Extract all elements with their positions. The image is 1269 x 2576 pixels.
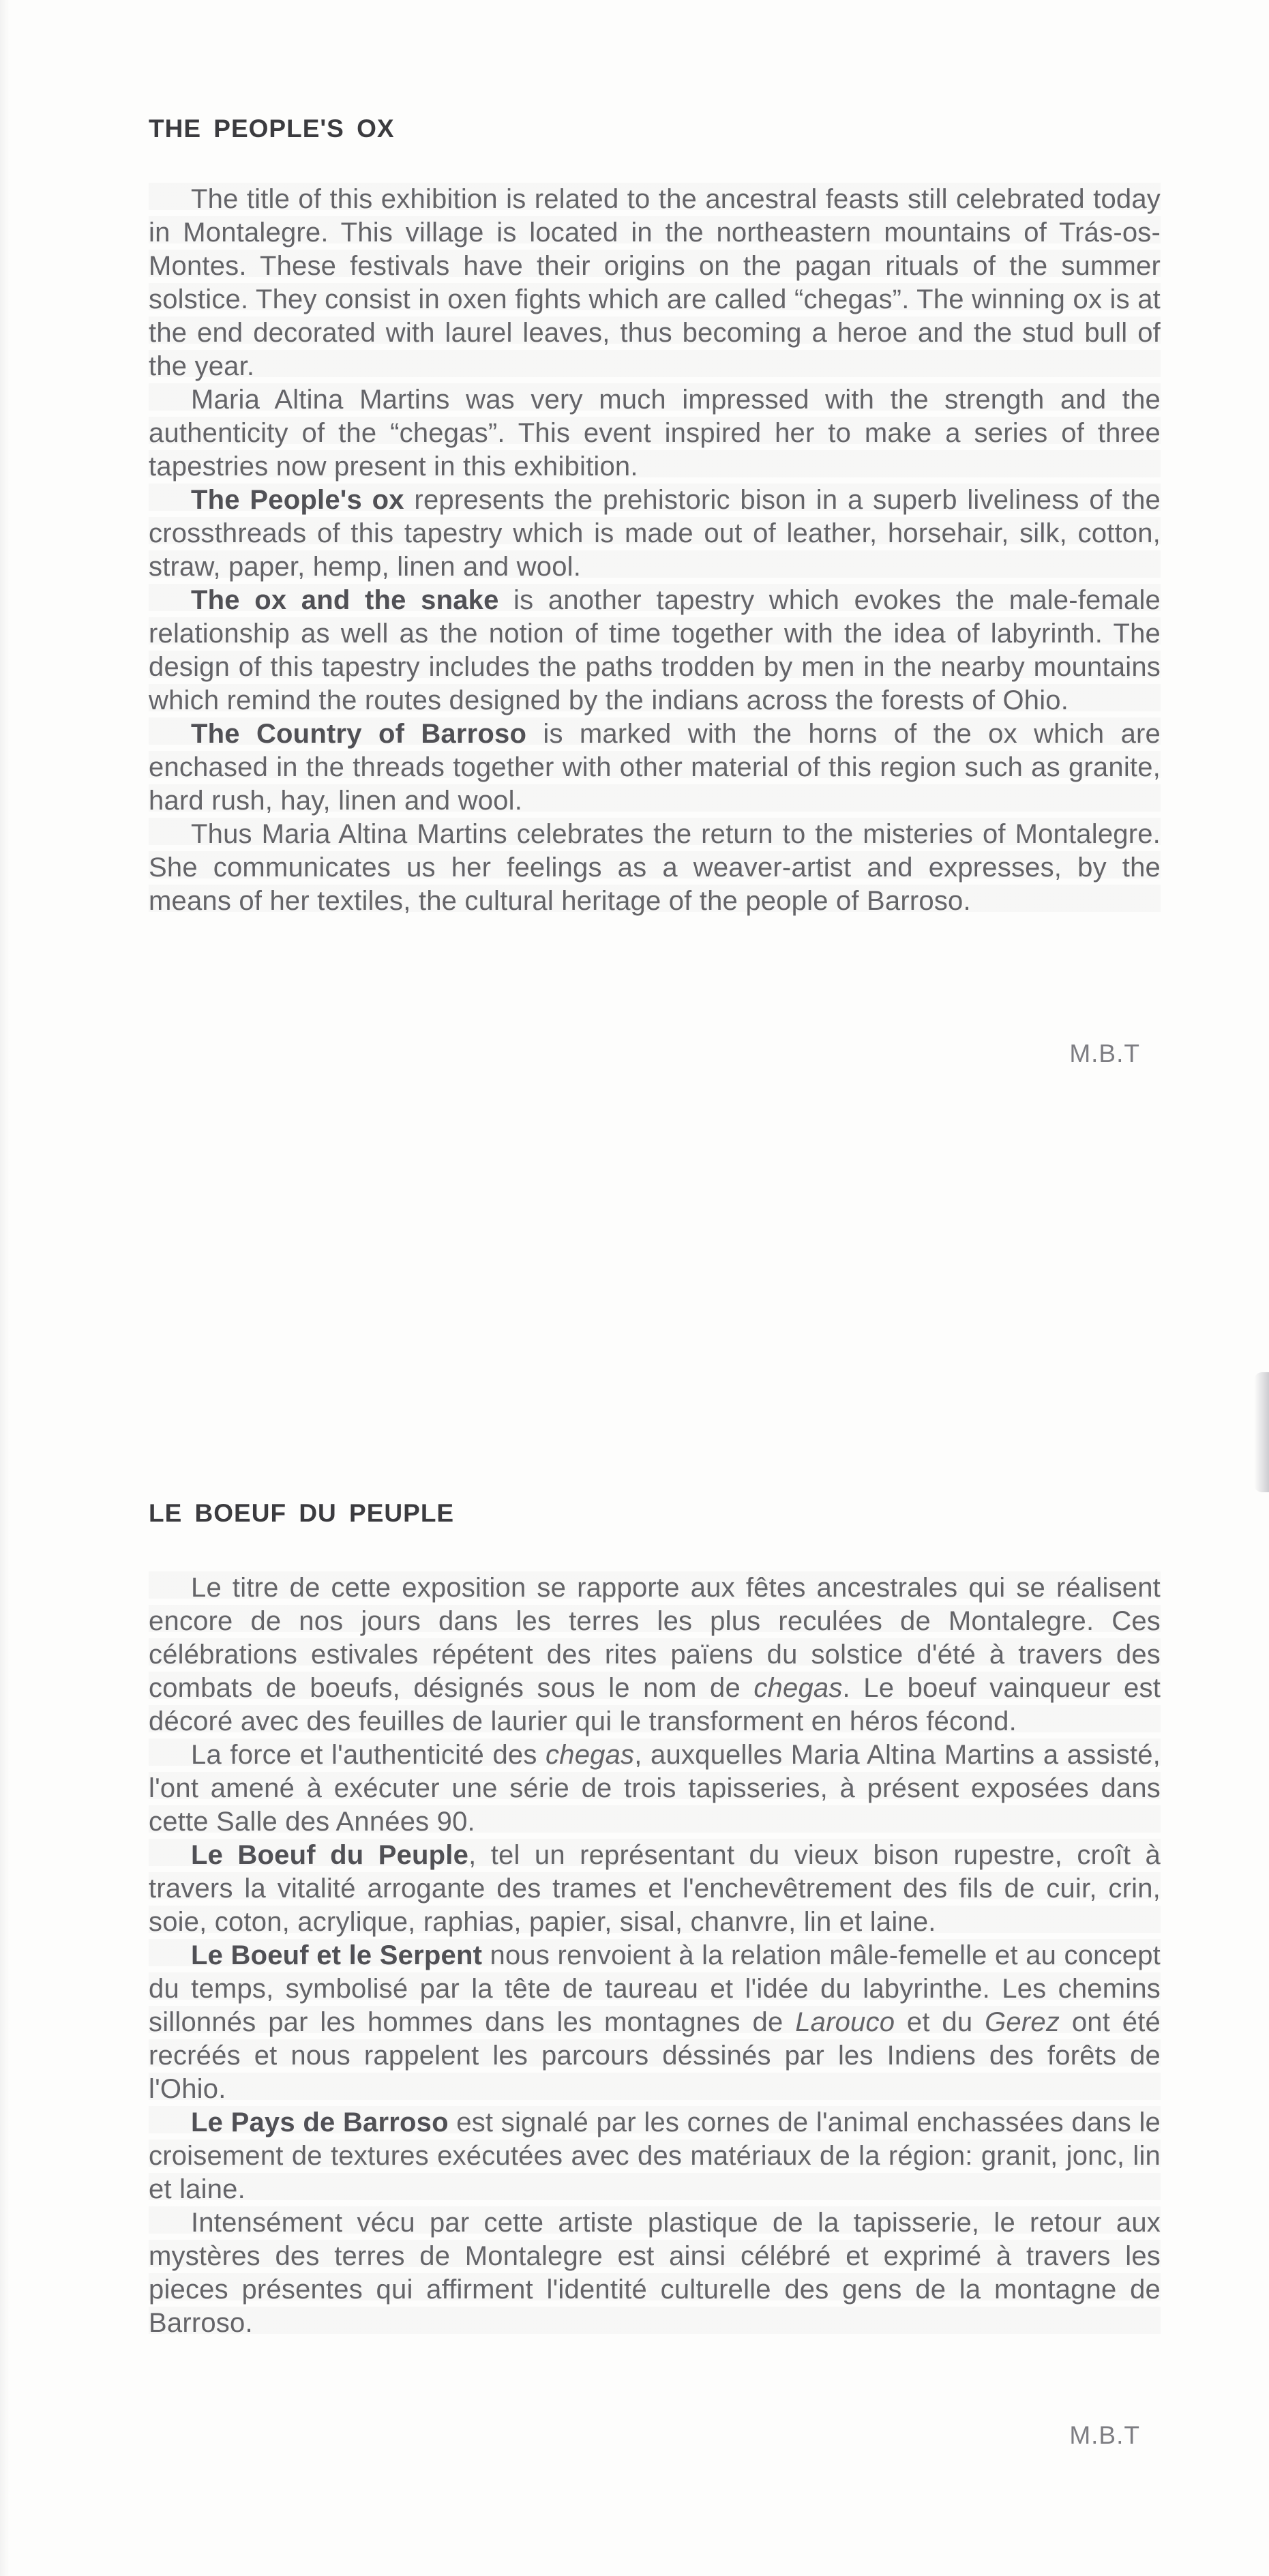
english-paragraph-5: The Country of Barroso is marked with the horns of the ox which are enchased in the threads together with other material of this region such as granite, hard rush, hay, linen and wool. bbox=[149, 719, 1161, 816]
english-signature: M.B.T bbox=[1069, 1039, 1140, 1067]
french-paragraph-3: Le Boeuf du Peuple, tel un représentant du vieux bison rupestre, croît à travers la vitalité arrogante des trames et l'enchevêtrement des fils de cuir, crin, soie, coton, acrylique, raphias, papier, sisal, chanvre, lin et laine. bbox=[149, 1840, 1161, 1937]
english-body bbox=[149, 183, 1161, 918]
french-paragraph-4: Le Boeuf et le Serpent nous renvoient à la relation mâle-femelle et au concept du temps, symbolisé par la tête de taureau et l'idée du labyrinthe. Les chemins sillonnés par les hommes dans les montagnes de Larouco et du Gerez ont été recréés et nous rappelent les parcours déssinés par les Indiens des forêts de l'Ohio. bbox=[149, 1940, 1161, 2104]
english-paragraph-1: The title of this exhibition is related to the ancestral feasts still celebrated today in Montalegre. This village is located in the northeastern mountains of Trás-os-Montes. These festivals have their origins on the pagan rituals of the summer solstice. They consist in oxen fights which are called “chegas”. The winning ox is at the end decorated with laurel leaves, thus becoming a heroe and the stud bull of the year. bbox=[149, 184, 1161, 381]
english-paragraph-3: The People's ox represents the prehistoric bison in a superb liveliness of the crossthreads of this tapestry which is made out of leather, horsehair, silk, cotton, straw, paper, hemp, linen and wool. bbox=[149, 485, 1161, 582]
french-paragraph-1: Le titre de cette exposition se rapporte aux fêtes ancestrales qui se réalisent encore de nos jours dans les terres les plus reculées de Montalegre. Ces célébrations estivales répétent des rites païens du solstice d'été à travers des combats de boeufs, désignés sous le nom de chegas. Le boeuf vainqueur est décoré avec des feuilles de laurier qui le transforment en héros fécond. bbox=[149, 1573, 1161, 1736]
french-heading: LE BOEUF DU PEUPLE bbox=[149, 1499, 455, 1527]
french-paragraph-5: Le Pays de Barroso est signalé par les cornes de l'animal enchassées dans le croisement de textures exécutées avec des matériaux de la région: granit, jonc, lin et laine. bbox=[149, 2107, 1161, 2204]
english-heading: THE PEOPLE'S OX bbox=[149, 115, 395, 143]
french-signature: M.B.T bbox=[1069, 2421, 1140, 2449]
french-paragraph-2: La force et l'authenticité des chegas, auxquelles Maria Altina Martins a assisté, l'ont amené à exécuter une série de trois tapisseries, à présent exposées dans cette Salle des Années 90. bbox=[149, 1740, 1161, 1837]
english-paragraph-6: Thus Maria Altina Martins celebrates the return to the misteries of Montalegre. She communicates us her feelings as a weaver-artist and expresses, by the means of her textiles, the cultural heritage of the people of Barroso. bbox=[149, 819, 1161, 916]
scan-artifact-bar bbox=[1254, 1372, 1269, 1492]
french-paragraph-6: Intensément vécu par cette artiste plastique de la tapisserie, le retour aux mystères des terres de Montalegre est ainsi célébré et exprimé à travers les pieces présentes qui affirment l'identité culturelle des gens de la montagne de Barroso. bbox=[149, 2208, 1161, 2338]
french-body bbox=[149, 1571, 1161, 2340]
english-paragraph-4: The ox and the snake is another tapestry which evokes the male-female relationship as well as the notion of time together with the idea of labyrinth. The design of this tapestry includes the paths trodden by men in the nearby mountains which remind the routes designed by the indians across the forests of Ohio. bbox=[149, 585, 1161, 715]
english-paragraph-2: Maria Altina Martins was very much impressed with the strength and the authenticity of the “chegas”. This event inspired her to make a series of three tapestries now present in this exhibition. bbox=[149, 385, 1161, 482]
